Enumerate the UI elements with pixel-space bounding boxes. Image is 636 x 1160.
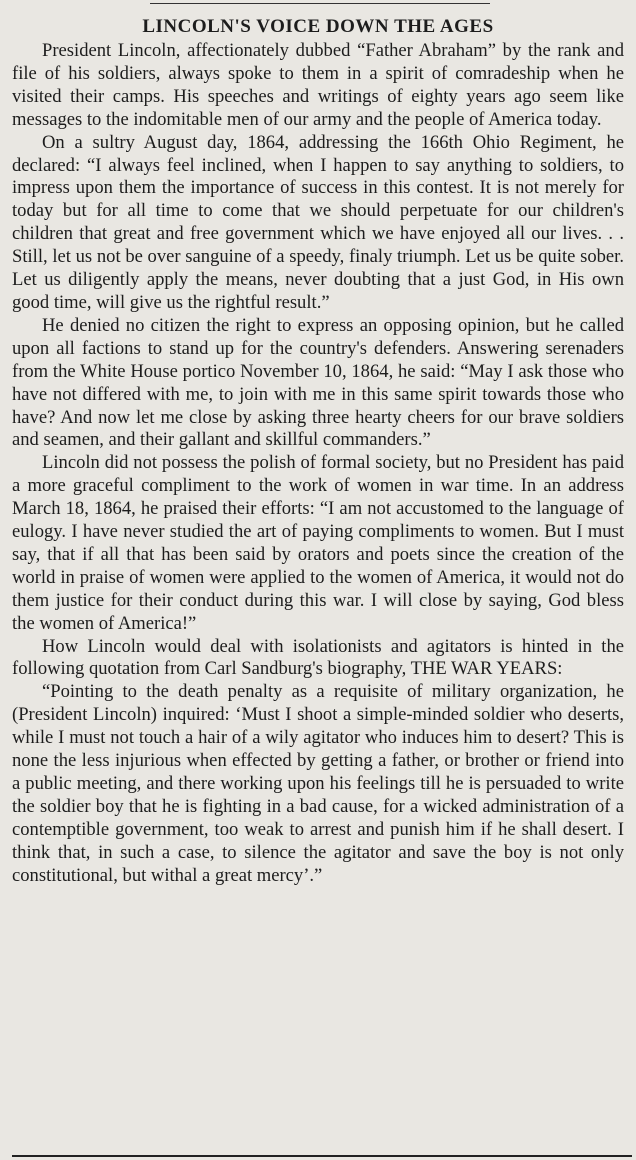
- article-headline: LINCOLN'S VOICE DOWN THE AGES: [142, 16, 494, 37]
- paragraph-sandburg-quote: “Pointing to the death penalty as a requisite of military organization, he (President Lincoln) inquired: ‘Must I shoot a simple-minded soldier who deserts, while I must not touch a hair of a wily agitator who induces him to desert? This is none the less injurious when effected by getting a father, or brother or friend into a public meeting, and there working upon his feelings till he is persuaded to write the soldier boy that he is fighting in a bad cause, for a wicked administration of a contemptible government, too weak to arrest and punish him if he shall desert. I think that, in such a case, to silence the agitator and save the boy is not only constitutional, but withal a great mercy’.”: [12, 681, 624, 886]
- top-rule: [150, 3, 490, 4]
- bottom-rule: [12, 1155, 632, 1157]
- paragraph-ohio-regiment: On a sultry August day, 1864, addressing the 166th Ohio Regiment, he declared: “I always feel inclined, when I happen to say anything to soldiers, to impress upon them the importance of success in this contest. It is not merely for today but for all time to come that we should perpetuate for our children's children that great and free government which we have enjoyed all our lives. . . Still, let us not be over sanguine of a speedy, finaly triumph. Let us be quite sober. Let us diligently apply the means, never doubting that a just God, in His own good time, will give us the rightful result.”: [12, 131, 624, 313]
- paragraph-serenaders: He denied no citizen the right to express an opposing opinion, but he called upon all factions to stand up for the country's defenders. Answering serenaders from the White House portico November 10, 1864, he said: “May I ask those who have not differed with me, to join with me in this same spirit towards those who have? And now let me close by asking three hearty cheers for our brave soldiers and seamen, and their gallant and skillful commanders.”: [12, 314, 624, 451]
- paragraph-intro: President Lincoln, affectionately dubbed “Father Abraham” by the rank and file of his soldiers, always spoke to them in a spirit of comradeship when he visited their camps. His speeches and writings of eighty years ago seem like messages to the indomitable men of our army and the people of America today.: [12, 40, 624, 130]
- paragraph-women: Lincoln did not possess the polish of formal society, but no President has paid a more graceful compliment to the work of women in war time. In an address March 18, 1864, he praised their efforts: “I am not accustomed to the language of eulogy. I have never studied the art of paying compliments to women. But I must say, that if all that has been said by orators and poets since the creation of the world in praise of women were applied to the women of America, it would not do them justice for their conduct during this war. I will close by saying, God bless the women of America!”: [12, 452, 624, 634]
- paragraph-isolationists: How Lincoln would deal with isolationists and agitators is hinted in the following quotation from Carl Sandburg's biography, THE WAR YEARS:: [12, 635, 624, 680]
- article-body: [12, 40, 624, 888]
